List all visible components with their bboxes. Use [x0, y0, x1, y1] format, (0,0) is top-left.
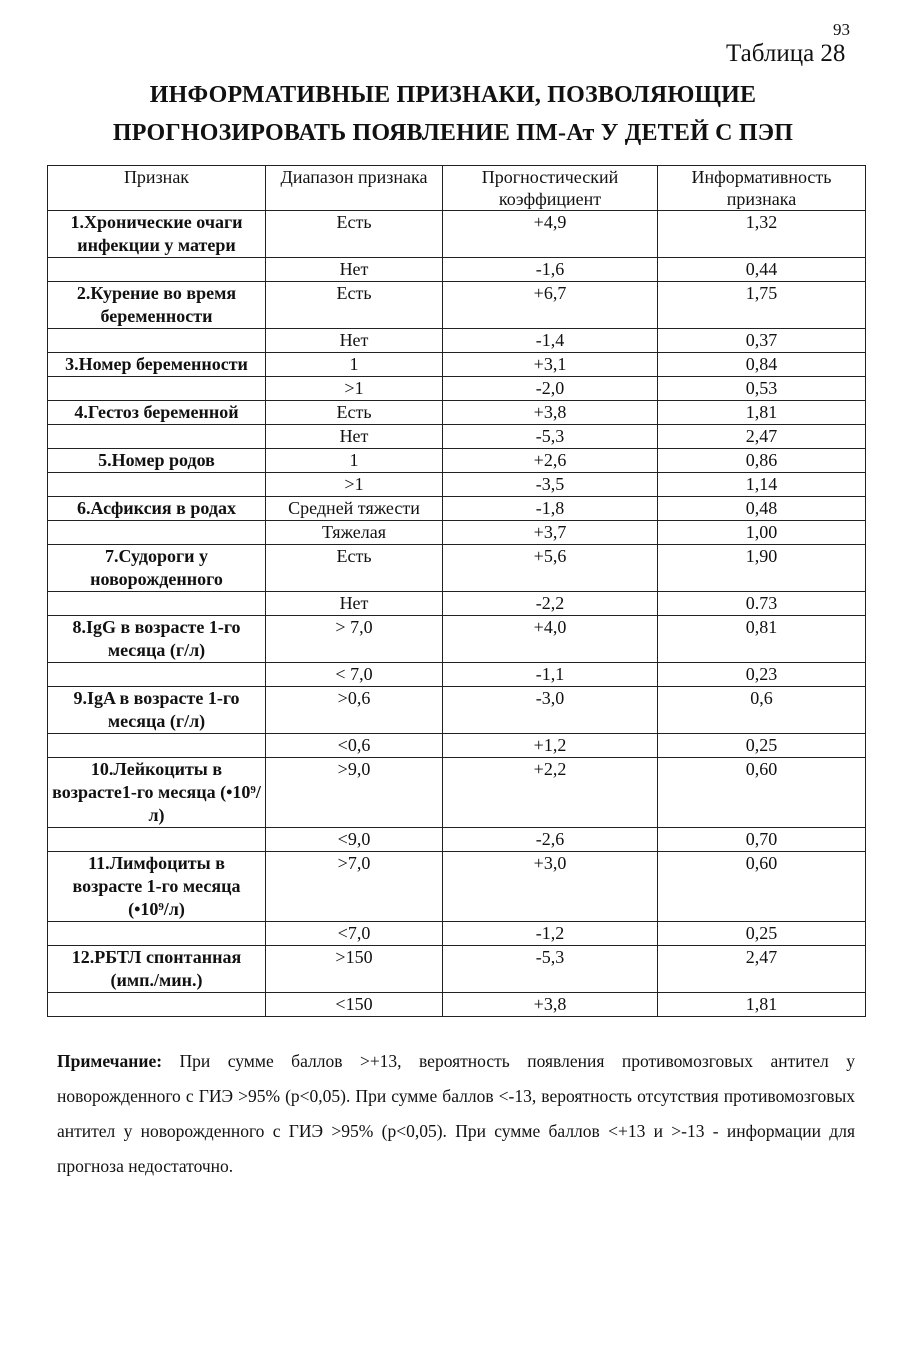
- range-cell: Есть: [266, 282, 443, 329]
- informativeness-cell: 0,6: [658, 687, 866, 734]
- informativeness-cell: 0,53: [658, 377, 866, 401]
- table-row: [48, 663, 866, 687]
- coefficient-cell: +3,1: [443, 353, 658, 377]
- range-cell: <150: [266, 993, 443, 1017]
- table-row: [48, 592, 866, 616]
- table-row: [48, 545, 866, 592]
- sign-cell: 7.Судороги у новорожденного: [48, 545, 266, 592]
- coefficient-cell: +4,0: [443, 616, 658, 663]
- sign-cell: [48, 377, 266, 401]
- table-row: [48, 401, 866, 425]
- prognostic-signs-table: [47, 165, 866, 1017]
- sign-cell: 6.Асфиксия в родах: [48, 497, 266, 521]
- range-cell: >0,6: [266, 687, 443, 734]
- sign-cell: 3.Номер беременности: [48, 353, 266, 377]
- page-number: 93: [833, 20, 850, 39]
- informativeness-cell: 2,47: [658, 946, 866, 993]
- sign-cell: [48, 473, 266, 497]
- coefficient-cell: +4,9: [443, 211, 658, 258]
- table-title-line-2: ПРОГНОЗИРОВАТЬ ПОЯВЛЕНИЕ ПМ-Ат У ДЕТЕЙ С ПЭП: [112, 120, 794, 146]
- sign-cell: [48, 592, 266, 616]
- range-cell: >9,0: [266, 758, 443, 828]
- table-row: [48, 734, 866, 758]
- coefficient-cell: -1,2: [443, 922, 658, 946]
- coefficient-cell: -3,5: [443, 473, 658, 497]
- informativeness-cell: 0.73: [658, 592, 866, 616]
- range-cell: >7,0: [266, 852, 443, 922]
- table-row: [48, 473, 866, 497]
- header-sign: Признак: [48, 166, 266, 211]
- range-cell: < 7,0: [266, 663, 443, 687]
- coefficient-cell: -5,3: [443, 425, 658, 449]
- table-row: [48, 282, 866, 329]
- range-cell: Нет: [266, 258, 443, 282]
- informativeness-cell: 1,81: [658, 993, 866, 1017]
- informativeness-cell: 0,37: [658, 329, 866, 353]
- range-cell: Есть: [266, 211, 443, 258]
- coefficient-cell: +2,6: [443, 449, 658, 473]
- range-cell: Тяжелая: [266, 521, 443, 545]
- note-label: Примечание:: [57, 1051, 163, 1071]
- range-cell: Нет: [266, 592, 443, 616]
- table-row: [48, 828, 866, 852]
- table-row: [48, 758, 866, 828]
- range-cell: Средней тяжести: [266, 497, 443, 521]
- sign-cell: [48, 663, 266, 687]
- table-row: [48, 993, 866, 1017]
- table-row: [48, 377, 866, 401]
- table-row: [48, 353, 866, 377]
- informativeness-cell: 1,14: [658, 473, 866, 497]
- range-cell: <9,0: [266, 828, 443, 852]
- range-cell: > 7,0: [266, 616, 443, 663]
- range-cell: <0,6: [266, 734, 443, 758]
- table-label: Таблица 28: [726, 40, 846, 67]
- informativeness-cell: 0,84: [658, 353, 866, 377]
- range-cell: <7,0: [266, 922, 443, 946]
- coefficient-cell: -5,3: [443, 946, 658, 993]
- coefficient-cell: +2,2: [443, 758, 658, 828]
- table-row: [48, 521, 866, 545]
- table-row: [48, 616, 866, 663]
- informativeness-cell: 1,00: [658, 521, 866, 545]
- sign-cell: [48, 828, 266, 852]
- range-cell: >150: [266, 946, 443, 993]
- range-cell: >1: [266, 377, 443, 401]
- table-header-row: [48, 166, 866, 211]
- sign-cell: [48, 425, 266, 449]
- sign-cell: 2.Курение во время беременности: [48, 282, 266, 329]
- table-row: [48, 922, 866, 946]
- sign-cell: 9.IgA в возрасте 1-го месяца (г/л): [48, 687, 266, 734]
- coefficient-cell: -2,2: [443, 592, 658, 616]
- coefficient-cell: -1,8: [443, 497, 658, 521]
- sign-cell: 5.Номер родов: [48, 449, 266, 473]
- coefficient-cell: -3,0: [443, 687, 658, 734]
- sign-cell: 11.Лимфоциты в возрасте 1-го месяца (•10⁹/л): [48, 852, 266, 922]
- sign-cell: 4.Гестоз беременной: [48, 401, 266, 425]
- note-text: При сумме баллов >+13, вероятность появления противомозговых антител у новорожденного с ГИЭ >95% (p<0,05). При сумме баллов <-13, вероятность отсутствия противомозговых антител у новорожденного с ГИЭ >95% (p<0,05). При сумме баллов <+13 и >-13 - информации для прогноза недостаточно.: [57, 1051, 856, 1176]
- informativeness-cell: 0,25: [658, 922, 866, 946]
- informativeness-cell: 0,81: [658, 616, 866, 663]
- informativeness-cell: 1,75: [658, 282, 866, 329]
- sign-cell: [48, 993, 266, 1017]
- informativeness-cell: 0,60: [658, 758, 866, 828]
- informativeness-cell: 0,70: [658, 828, 866, 852]
- coefficient-cell: -1,1: [443, 663, 658, 687]
- range-cell: Нет: [266, 425, 443, 449]
- header-coefficient: Прогностический коэффициент: [443, 166, 658, 211]
- table-row: [48, 687, 866, 734]
- table-row: [48, 425, 866, 449]
- coefficient-cell: +6,7: [443, 282, 658, 329]
- range-cell: Есть: [266, 401, 443, 425]
- sign-cell: [48, 734, 266, 758]
- informativeness-cell: 1,81: [658, 401, 866, 425]
- sign-cell: [48, 922, 266, 946]
- coefficient-cell: -1,4: [443, 329, 658, 353]
- coefficient-cell: -2,6: [443, 828, 658, 852]
- informativeness-cell: 2,47: [658, 425, 866, 449]
- informativeness-cell: 0,48: [658, 497, 866, 521]
- range-cell: Есть: [266, 545, 443, 592]
- coefficient-cell: +3,0: [443, 852, 658, 922]
- sign-cell: [48, 258, 266, 282]
- sign-cell: [48, 329, 266, 353]
- header-informativeness: Информативность признака: [658, 166, 866, 211]
- table-row: [48, 449, 866, 473]
- coefficient-cell: +5,6: [443, 545, 658, 592]
- header-range: Диапазон признака: [266, 166, 443, 211]
- informativeness-cell: 1,90: [658, 545, 866, 592]
- informativeness-cell: 0,44: [658, 258, 866, 282]
- range-cell: 1: [266, 353, 443, 377]
- range-cell: >1: [266, 473, 443, 497]
- informativeness-cell: 0,60: [658, 852, 866, 922]
- sign-cell: 10.Лейкоциты в возрасте1-го месяца (•10⁹/л): [48, 758, 266, 828]
- table-row: [48, 258, 866, 282]
- range-cell: 1: [266, 449, 443, 473]
- coefficient-cell: +3,7: [443, 521, 658, 545]
- coefficient-cell: +3,8: [443, 401, 658, 425]
- table-row: [48, 329, 866, 353]
- coefficient-cell: +3,8: [443, 993, 658, 1017]
- coefficient-cell: +1,2: [443, 734, 658, 758]
- sign-cell: 1.Хронические очаги инфекции у матери: [48, 211, 266, 258]
- informativeness-cell: 0,23: [658, 663, 866, 687]
- table-row: [48, 497, 866, 521]
- table-row: [48, 211, 866, 258]
- sign-cell: [48, 521, 266, 545]
- informativeness-cell: 0,25: [658, 734, 866, 758]
- coefficient-cell: -2,0: [443, 377, 658, 401]
- coefficient-cell: -1,6: [443, 258, 658, 282]
- table-note: [57, 1044, 855, 1184]
- sign-cell: 12.РБТЛ спонтанная (имп./мин.): [48, 946, 266, 993]
- sign-cell: 8.IgG в возрасте 1-го месяца (г/л): [48, 616, 266, 663]
- table-title-line-1: ИНФОРМАТИВНЫЕ ПРИЗНАКИ, ПОЗВОЛЯЮЩИЕ: [149, 82, 757, 108]
- range-cell: Нет: [266, 329, 443, 353]
- informativeness-cell: 0,86: [658, 449, 866, 473]
- table-row: [48, 946, 866, 993]
- informativeness-cell: 1,32: [658, 211, 866, 258]
- table-row: [48, 852, 866, 922]
